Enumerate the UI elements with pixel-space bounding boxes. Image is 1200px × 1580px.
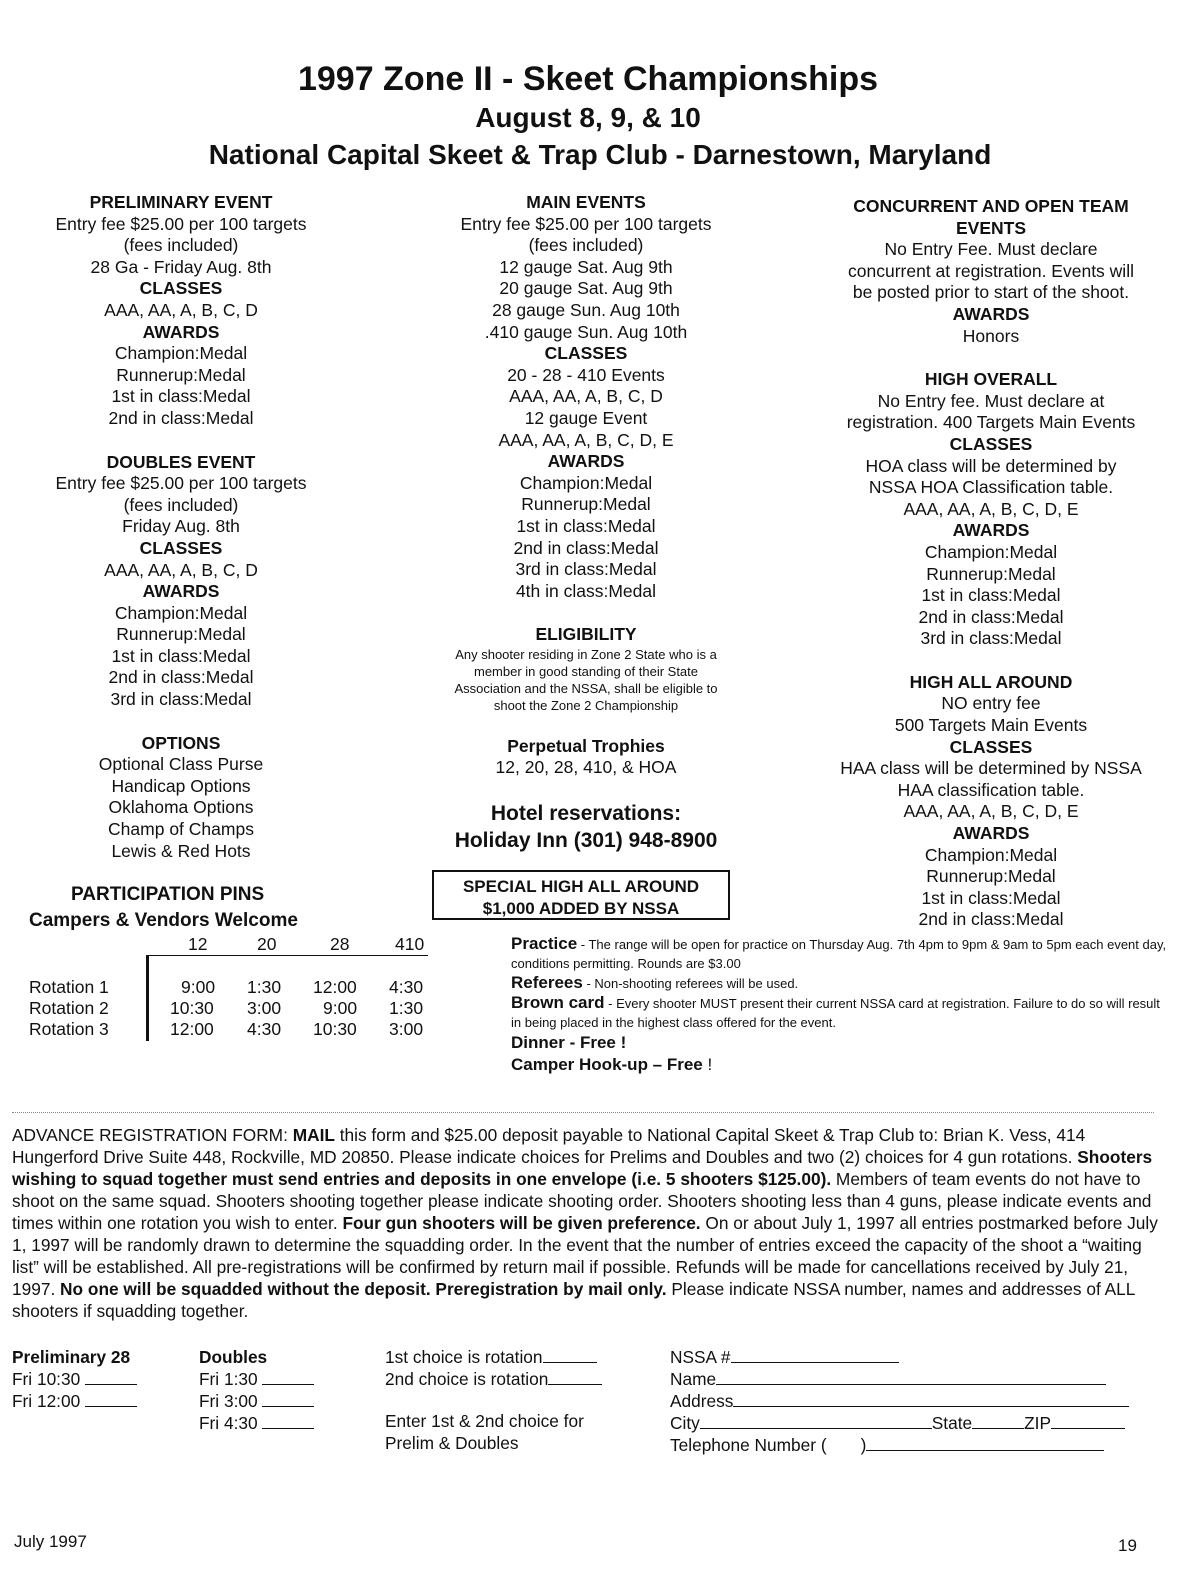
footer-date: July 1997 [14, 1532, 87, 1551]
award-line: Runnerup:Medal [116, 624, 246, 645]
address-field[interactable] [670, 1390, 1150, 1412]
concurrent-text: be posted prior to start of the shoot. [852, 282, 1130, 303]
award-line: Runnerup:Medal [926, 866, 1056, 887]
classes-heading: CLASSES [544, 343, 628, 364]
event-dates: August 8, 9, & 10 [475, 102, 701, 133]
doubles-event-heading: DOUBLES EVENT [106, 451, 256, 472]
eligibility-text: member in good standing of their State [473, 663, 699, 679]
eligibility-heading: ELIGIBILITY [535, 624, 637, 645]
dinner-free: Free ! [579, 1033, 627, 1052]
venue: National Capital Skeet & Trap Club - Darnestown, Maryland [208, 139, 992, 170]
reg-text: Please indicate NSSA number, names and addresses of ALL shooters if squadding together. [12, 1279, 1135, 1321]
concurrent-text: No Entry Fee. Must declare [884, 239, 1098, 260]
schedule-header-rule [146, 955, 428, 956]
practice-note [511, 934, 1171, 973]
main-event-day: .410 gauge Sun. Aug 10th [484, 321, 688, 342]
haa-text: 500 Targets Main Events [894, 715, 1088, 736]
doubles-option[interactable] [199, 1368, 314, 1390]
telephone-label: Telephone Number ( [670, 1435, 827, 1455]
award-line: 3rd in class:Medal [110, 689, 252, 710]
option-item: Lewis & Red Hots [111, 840, 251, 861]
prelim-choices [12, 1346, 137, 1412]
rotation-label: Rotation 3 [29, 1019, 109, 1039]
eligibility-text: Any shooter residing in Zone 2 State who is a [455, 646, 717, 662]
preliminary-fees-included: (fees included) [123, 235, 239, 256]
reg-text: On or about July 1, 1997 all entries postmarked before July 1, 1997 will be randomly drawn to determine the squadding order. In the event that the number of entries exceed the capacity of the shoot a “waiting list” will be established. All pre-registrations will be confirmed by return mail if possible. Refunds will be made for cancellations received by July 21, 1997. [12, 1213, 1158, 1299]
award-line: Champion:Medal [924, 541, 1058, 562]
rotation-time: 4:30 [247, 1019, 282, 1039]
schedule-column-header: 20 [257, 934, 277, 954]
doubles-heading: Doubles [199, 1347, 268, 1367]
classes-heading: CLASSES [139, 278, 223, 299]
brown-card-label: Brown card [511, 993, 605, 1012]
camper-bang: ! [702, 1055, 713, 1074]
option-item: Optional Class Purse [98, 754, 264, 775]
option-item: Handicap Options [111, 775, 251, 796]
award-line: Runnerup:Medal [521, 494, 651, 515]
rotation-time: 10:30 [170, 998, 214, 1018]
rotation-time: 12:00 [170, 1019, 214, 1039]
doubles-option[interactable] [199, 1412, 314, 1434]
hoa-class-text: HOA class will be determined by [865, 455, 1117, 476]
award-line: 2nd in class:Medal [918, 909, 1064, 930]
camper-label: Camper Hook-up – Free [511, 1055, 703, 1074]
hoa-text: registration. 400 Targets Main Events [846, 412, 1136, 433]
preliminary-event-heading: PRELIMINARY EVENT [89, 192, 273, 212]
referees-label: Referees [511, 973, 583, 992]
first-choice-blank[interactable] [543, 1347, 597, 1363]
awards-heading: AWARDS [142, 321, 220, 342]
state-label: State [931, 1413, 973, 1433]
practice-text: - The range will be open for practice on Thursday Aug. 7th 4pm to 9pm & 9am to 5pm each event day, conditions permitting. Rounds are $3.00 [511, 937, 1167, 971]
haa-class-text: HAA class will be determined by NSSA [840, 758, 1142, 779]
hoa-class-text: NSSA HOA Classification table. [868, 477, 1114, 498]
shooter-info [670, 1346, 1150, 1456]
prelim-heading: Preliminary 28 [12, 1347, 131, 1367]
address-label: Address [670, 1391, 734, 1411]
dinner-label: Dinner [511, 1033, 565, 1052]
awards-heading: AWARDS [952, 520, 1030, 541]
rotation-time: 9:00 [323, 998, 358, 1018]
rotation-time: 9:00 [181, 977, 216, 997]
prelim-time: Fri 12:00 [12, 1391, 81, 1411]
section-divider [12, 1112, 1154, 1113]
haa-classes: AAA, AA, A, B, C, D, E [903, 801, 1079, 822]
preliminary-fee: Entry fee $25.00 per 100 targets [55, 213, 307, 234]
doubles-blank[interactable] [262, 1391, 314, 1407]
reg-emphasis: Four gun shooters will be given preference. [342, 1213, 701, 1233]
rotation-label: Rotation 2 [29, 998, 109, 1018]
doubles-fees-included: (fees included) [123, 494, 239, 515]
main-fees-included: (fees included) [528, 235, 644, 256]
reg-text: Members of team events do not have to shoot on the same squad. Shooters shooting together please indicate shooting order. Shooters shooting less than 4 guns, please indicate events and times within one rotation you wish to enter. [12, 1169, 1152, 1233]
reg-emphasis: MAIL [292, 1125, 335, 1145]
concurrent-heading-2: EVENTS [955, 217, 1027, 238]
concurrent-heading: CONCURRENT AND OPEN TEAM [853, 196, 1129, 216]
haa-class-text: HAA classification table. [897, 779, 1085, 800]
main-fee: Entry fee $25.00 per 100 targets [460, 213, 712, 234]
award-line: 4th in class:Medal [515, 580, 657, 601]
preliminary-classes: AAA, AA, A, B, C, D [104, 299, 258, 320]
second-choice-blank[interactable] [548, 1369, 602, 1385]
prelim-blank[interactable] [85, 1369, 137, 1385]
zip-label: ZIP [1024, 1413, 1052, 1433]
award-line: 3rd in class:Medal [515, 559, 657, 580]
rotation-time: 10:30 [313, 1019, 357, 1039]
special-haa-box [432, 870, 730, 920]
award-line: 2nd in class:Medal [108, 407, 254, 428]
nssa-blank[interactable] [731, 1347, 899, 1363]
schedule-vertical-rule [146, 955, 149, 1041]
doubles-fee: Entry fee $25.00 per 100 targets [55, 473, 307, 494]
haa-text: NO entry fee [941, 693, 1041, 714]
prelim-time: Fri 10:30 [12, 1369, 81, 1389]
special-haa-line: SPECIAL HIGH ALL AROUND [462, 877, 700, 896]
event-notes [511, 934, 1171, 1076]
name-blank[interactable] [716, 1369, 1106, 1385]
brown-card-text: - Every shooter MUST present their current NSSA card at registration. Failure to do so will result in being placed in the highest class offered for the event. [511, 996, 1160, 1030]
name-field[interactable] [670, 1368, 1150, 1390]
hotel-heading: Hotel reservations: [490, 802, 682, 825]
city-blank[interactable] [700, 1413, 932, 1429]
options-heading: OPTIONS [141, 732, 221, 753]
events-classes: AAA, AA, A, B, C, D, E [498, 429, 674, 450]
middle-column [420, 192, 752, 779]
awards-heading: AWARDS [952, 823, 1030, 844]
hotel-phone: Holiday Inn (301) 948-8900 [454, 829, 718, 852]
main-event-day: 20 gauge Sat. Aug 9th [499, 278, 673, 299]
option-item: Oklahoma Options [108, 797, 254, 818]
camper-note [511, 1054, 1171, 1076]
enter-instructions-2: Prelim & Doubles [385, 1433, 519, 1453]
hoa-classes: AAA, AA, A, B, C, D, E [903, 498, 1079, 519]
state-blank[interactable] [972, 1413, 1024, 1429]
enter-instructions: Enter 1st & 2nd choice for [385, 1411, 584, 1431]
rotation-choices [385, 1346, 602, 1454]
award-line: Champion:Medal [114, 343, 248, 364]
eligibility-text: Association and the NSSA, shall be eligible to [454, 680, 718, 696]
doubles-blank[interactable] [262, 1413, 314, 1429]
telephone-close: ) [860, 1435, 867, 1455]
events-group: 20 - 28 - 410 Events [507, 364, 665, 385]
main-events-heading: MAIN EVENTS [526, 192, 646, 212]
reg-text: this form and $25.00 deposit payable to National Capital Skeet & Trap Club to: Brian K. Vess, 414 Hungerford Drive Suite 448, Rockville, MD 20850. Please indicate choices for Prelims and Doubles and two (2) choices for 4 gun rotations. [12, 1125, 1086, 1167]
award-line: 1st in class:Medal [516, 515, 656, 536]
award-line: 2nd in class:Medal [513, 537, 659, 558]
referees-text: - Non-shooting referees will be used. [582, 976, 799, 991]
award-line: 1st in class:Medal [111, 645, 251, 666]
eligibility-text: shoot the Zone 2 Championship [493, 697, 679, 713]
city-state-zip-field[interactable] [670, 1412, 1150, 1434]
referees-note [511, 973, 1171, 993]
practice-label: Practice [511, 934, 578, 953]
doubles-classes: AAA, AA, A, B, C, D [104, 559, 258, 580]
high-all-around-heading: HIGH ALL AROUND [909, 671, 1073, 692]
award-line: 1st in class:Medal [111, 386, 251, 407]
classes-heading: CLASSES [949, 736, 1033, 757]
page-number: 19 [1118, 1536, 1137, 1555]
second-choice[interactable] [385, 1368, 602, 1390]
first-choice[interactable] [385, 1346, 602, 1368]
reg-text: ADVANCE REGISTRATION FORM: [12, 1125, 293, 1145]
schedule-column-header: 12 [188, 934, 208, 954]
prelim-option[interactable] [12, 1390, 137, 1412]
awards-heading: AWARDS [142, 581, 220, 602]
doubles-choices [199, 1346, 314, 1434]
doubles-time: Fri 3:00 [199, 1391, 258, 1411]
second-choice-label: 2nd choice is rotation [385, 1369, 549, 1389]
concurrent-awards: Honors [962, 325, 1020, 346]
awards-heading: AWARDS [547, 451, 625, 472]
option-item: Champ of Champs [108, 819, 254, 840]
telephone-blank[interactable] [866, 1435, 1104, 1451]
registration-instructions [12, 1124, 1162, 1322]
classes-heading: CLASSES [949, 433, 1033, 454]
main-event-day: 28 gauge Sun. Aug 10th [492, 299, 680, 320]
doubles-time: Fri 4:30 [199, 1413, 258, 1433]
perpetual-trophies: 12, 20, 28, 410, & HOA [495, 757, 677, 778]
zip-blank[interactable] [1051, 1413, 1125, 1429]
awards-heading: AWARDS [952, 303, 1030, 324]
classes-heading: CLASSES [139, 537, 223, 558]
events-classes: AAA, AA, A, B, C, D [509, 386, 663, 407]
award-line: Champion:Medal [519, 472, 653, 493]
perpetual-trophies-heading: Perpetual Trophies [507, 735, 665, 756]
doubles-time: Fri 1:30 [199, 1369, 258, 1389]
reg-emphasis: Shooters wishing to squad together must send entries and deposits in one envelope (i.e. 5 shooters $125.00). [12, 1147, 1153, 1189]
hoa-text: No Entry fee. Must declare at [877, 390, 1105, 411]
concurrent-text: concurrent at registration. Events will [848, 260, 1134, 281]
rotation-time: 3:00 [247, 998, 282, 1018]
award-line: 1st in class:Medal [921, 585, 1061, 606]
main-event-day: 12 gauge Sat. Aug 9th [499, 256, 673, 277]
schedule-column-header: 28 [330, 934, 350, 954]
brown-card-note [511, 993, 1171, 1032]
award-line: Champion:Medal [114, 602, 248, 623]
nssa-label: NSSA # [670, 1347, 731, 1367]
award-line: 2nd in class:Medal [108, 667, 254, 688]
city-label: City [670, 1413, 700, 1433]
rotation-schedule [0, 0, 440, 1060]
award-line: Champion:Medal [924, 844, 1058, 865]
rotation-time: 12:00 [313, 977, 357, 997]
award-line: 1st in class:Medal [921, 887, 1061, 908]
rotation-label: Rotation 1 [29, 977, 109, 997]
events-group: 12 gauge Event [524, 407, 648, 428]
address-blank[interactable] [733, 1391, 1129, 1407]
special-haa-added: $1,000 ADDED BY NSSA [482, 899, 680, 918]
award-line: 2nd in class:Medal [918, 606, 1064, 627]
nssa-field[interactable] [670, 1346, 1150, 1368]
award-line: 3rd in class:Medal [920, 628, 1062, 649]
right-column [820, 196, 1162, 931]
schedule-column-header: 410 [395, 934, 425, 954]
reg-emphasis: No one will be squadded without the deposit. Preregistration by mail only. [60, 1279, 667, 1299]
page-title: 1997 Zone II - Skeet Championships [297, 60, 879, 98]
rotation-time: 1:30 [389, 998, 424, 1018]
prelim-blank[interactable] [85, 1391, 137, 1407]
rotation-time: 1:30 [247, 977, 282, 997]
award-line: Runnerup:Medal [116, 364, 246, 385]
prelim-option[interactable] [12, 1368, 137, 1390]
name-label: Name [670, 1369, 717, 1389]
rotation-time: 4:30 [389, 977, 424, 997]
rotation-time: 3:00 [389, 1019, 424, 1039]
doubles-option[interactable] [199, 1390, 314, 1412]
dinner-note: Dinner - Free ! [511, 1033, 627, 1052]
first-choice-label: 1st choice is rotation [385, 1347, 543, 1367]
campers-welcome: Campers & Vendors Welcome [29, 910, 298, 931]
high-overall-heading: HIGH OVERALL [924, 369, 1058, 390]
doubles-blank[interactable] [262, 1369, 314, 1385]
telephone-field[interactable] [670, 1434, 1150, 1456]
participation-pins: PARTICIPATION PINS [71, 884, 265, 905]
award-line: Runnerup:Medal [926, 563, 1056, 584]
doubles-day: Friday Aug. 8th [122, 516, 240, 537]
preliminary-day: 28 Ga - Friday Aug. 8th [90, 256, 272, 277]
